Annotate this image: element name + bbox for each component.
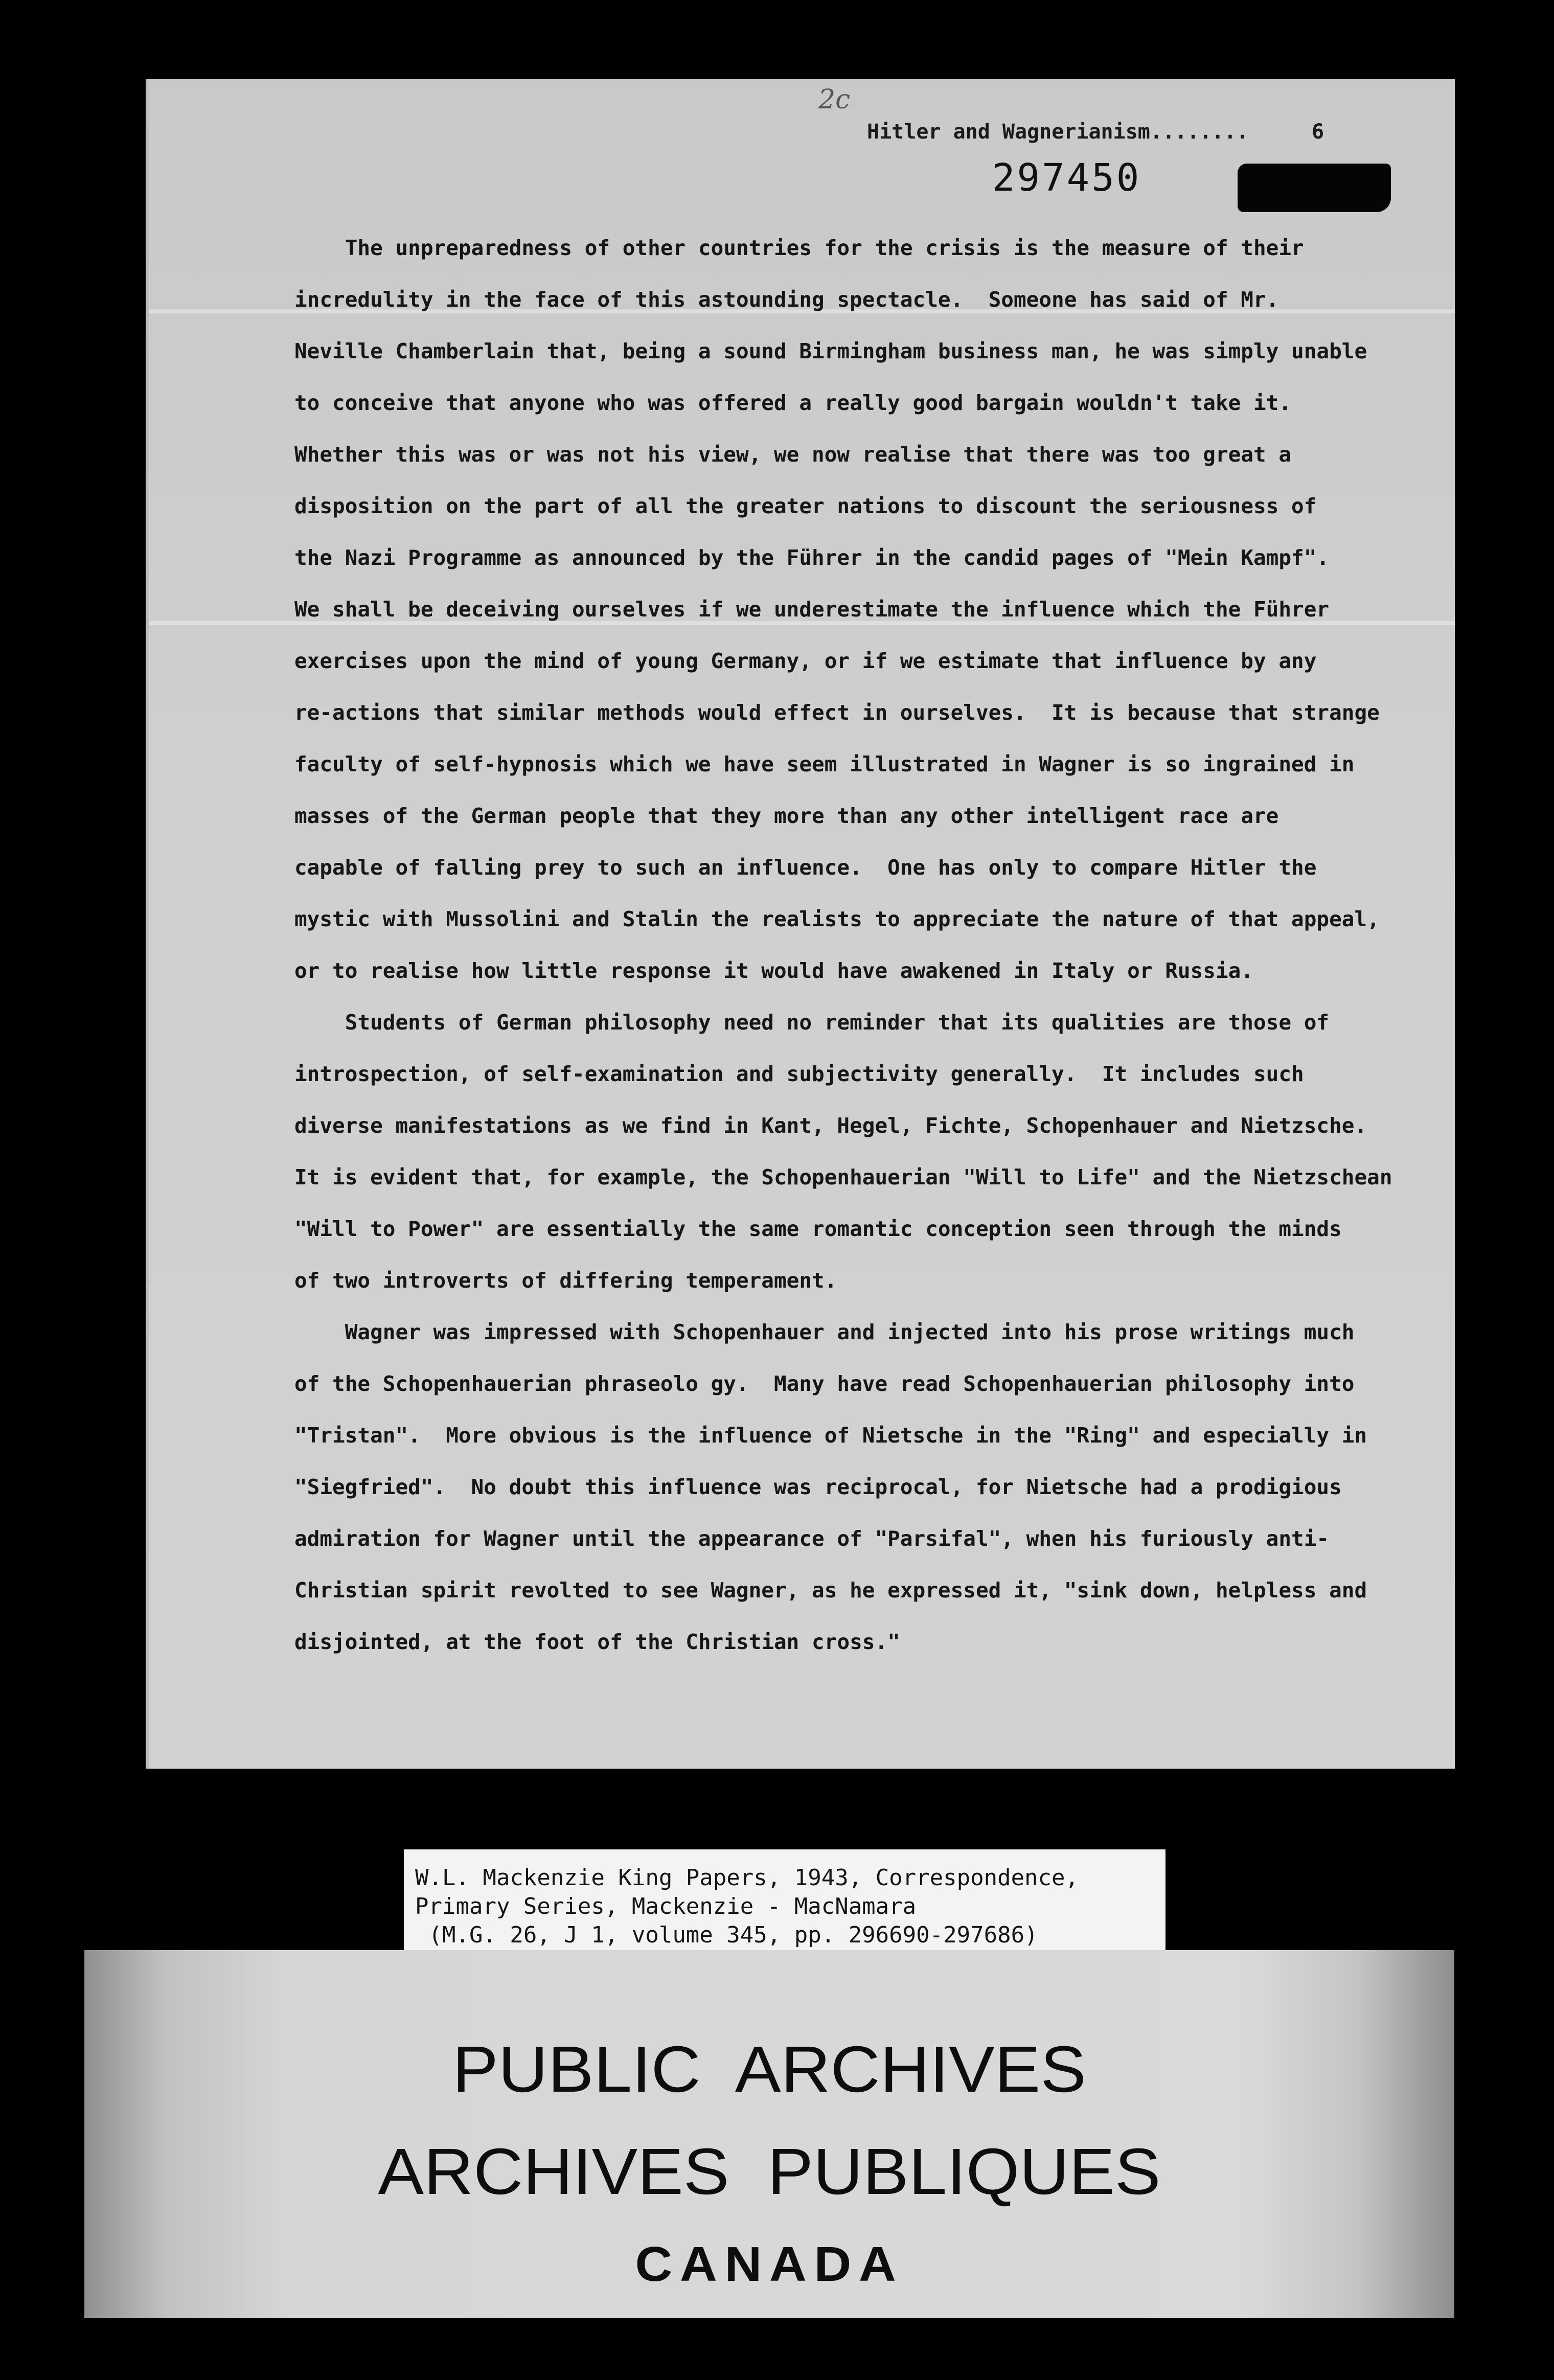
text-line: capable of falling prey to such an influence. One has only to compare Hitler the bbox=[294, 855, 1317, 880]
citation-line: (M.G. 26, J 1, volume 345, pp. 296690-297686) bbox=[415, 1922, 1038, 1948]
citation-label bbox=[404, 1849, 1166, 1959]
text-line: masses of the German people that they more than any other intelligent race are bbox=[294, 804, 1279, 828]
text-line: admiration for Wagner until the appearance of "Parsifal", when his furiously anti- bbox=[294, 1526, 1330, 1551]
archives-banner bbox=[84, 1950, 1454, 2318]
page-number: 6 bbox=[1312, 120, 1324, 144]
text-line: re-actions that similar methods would effect in ourselves. It is because that strange bbox=[294, 700, 1380, 725]
text-line: or to realise how little response it would have awakened in Italy or Russia. bbox=[294, 958, 1253, 983]
text-line: incredulity in the face of this astounding spectacle. Someone has said of Mr. bbox=[294, 287, 1279, 312]
text-line: "Tristan". More obvious is the influence of Nietsche in the "Ring" and especially in bbox=[294, 1423, 1367, 1448]
stamped-document-number: 297450 bbox=[992, 156, 1141, 200]
text-line: to conceive that anyone who was offered a really good bargain wouldn't take it. bbox=[294, 391, 1292, 415]
text-line: introspection, of self-examination and subjectivity generally. It includes such bbox=[294, 1062, 1304, 1086]
text-line: exercises upon the mind of young Germany, or if we estimate that influence by any bbox=[294, 649, 1317, 673]
banner-line-public-archives: PUBLIC ARCHIVES bbox=[452, 2033, 1086, 2106]
text-line: The unpreparedness of other countries for the crisis is the measure of their bbox=[294, 236, 1304, 260]
text-line: Whether this was or was not his view, we now realise that there was too great a bbox=[294, 442, 1292, 467]
text-line: It is evident that, for example, the Schopenhauerian "Will to Life" and the Nietzschean bbox=[294, 1165, 1392, 1189]
text-line: Christian spirit revolted to see Wagner, as he expressed it, "sink down, helpless and bbox=[294, 1578, 1367, 1603]
text-line: Neville Chamberlain that, being a sound Birmingham business man, he was simply unable bbox=[294, 339, 1367, 363]
text-line: disposition on the part of all the greater nations to discount the seriousness of bbox=[294, 494, 1317, 518]
text-line: Wagner was impressed with Schopenhauer and injected into his prose writings much bbox=[294, 1320, 1355, 1344]
text-line: of two introverts of differing temperament. bbox=[294, 1268, 837, 1293]
text-line: the Nazi Programme as announced by the Führer in the candid pages of "Mein Kampf". bbox=[294, 545, 1330, 570]
banner-line-canada: CANADA bbox=[635, 2237, 904, 2292]
text-line: disjointed, at the foot of the Christian cross." bbox=[294, 1630, 900, 1654]
text-line: mystic with Mussolini and Stalin the realists to appreciate the nature of that appeal, bbox=[294, 907, 1380, 931]
typed-page bbox=[146, 79, 1455, 1769]
banner-line-archives-publiques: ARCHIVES PUBLIQUES bbox=[378, 2135, 1161, 2208]
citation-line: W.L. Mackenzie King Papers, 1943, Correspondence, bbox=[415, 1865, 1079, 1891]
running-head: Hitler and Wagnerianism........ bbox=[867, 120, 1249, 144]
citation-line: Primary Series, Mackenzie - MacNamara bbox=[415, 1893, 917, 1919]
text-line: diverse manifestations as we find in Kant, Hegel, Fichte, Schopenhauer and Nietzsche. bbox=[294, 1113, 1367, 1138]
text-line: Students of German philosophy need no reminder that its qualities are those of bbox=[294, 1010, 1330, 1035]
text-line: faculty of self-hypnosis which we have seem illustrated in Wagner is so ingrained in bbox=[294, 752, 1355, 776]
text-line: We shall be deceiving ourselves if we underestimate the influence which the Führer bbox=[294, 597, 1330, 622]
text-line: "Siegfried". No doubt this influence was reciprocal, for Nietsche had a prodigious bbox=[294, 1475, 1342, 1499]
redaction-block bbox=[1238, 164, 1391, 212]
body-text bbox=[294, 222, 1445, 1668]
handwritten-mark: 2c bbox=[818, 84, 851, 115]
text-line: of the Schopenhauerian phraseolo gy. Many have read Schopenhauerian philosophy into bbox=[294, 1371, 1355, 1396]
text-line: "Will to Power" are essentially the same romantic conception seen through the minds bbox=[294, 1217, 1342, 1241]
